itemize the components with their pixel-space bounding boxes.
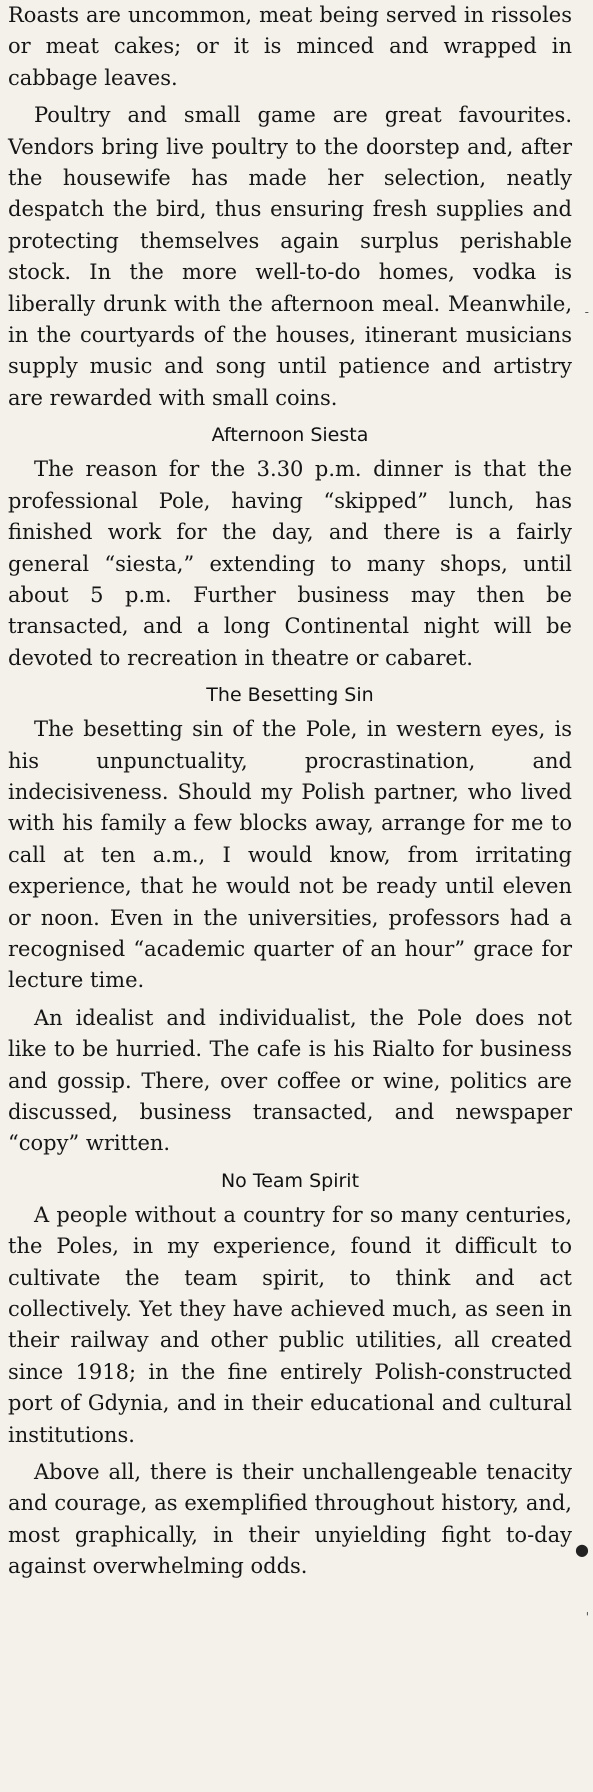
margin-blot-mark: ● [575,1540,589,1559]
paragraph-roasts: Roasts are uncommon, meat being served in rissoles or meat cakes; or it is minced and wrapped in cabbage leaves. [8,3,572,90]
paragraph-besetting-sin: The besetting sin of the Pole, in western eyes, is his unpunctuality, procrastination, and indecisiveness. Should my Polish partner, who lived with his family a few blocks away, arrange for me to call at ten a.m., I would know, from irritating experience, that he would not be ready until eleven or noon. Even in the universities, professors had a recognised “academic quarter of an hour” grace for lecture time. [8,717,572,993]
paragraph-people-without-country: A people without a country for so many centuries, the Poles, in my experience, found it difficult to cultivate the team spirit, to think and act collectively. Yet they have achieved much, as seen in their railway and other public utilities, all created since 1918; in the fine entirely Polish-constructed port of Gdynia, and in their educational and cultural institutions. [8,1202,572,1447]
margin-tick-mark: - [584,305,589,319]
paragraph-poultry: Poultry and small game are great favourites. Vendors bring live poultry to the doorstep and, after the housewife has made her selection, neatly despatch the bird, thus ensuring fresh supplies and protecting themselves again surplus perishable stock. In the more well-to-do homes, vodka is liberally drunk with the afternoon meal. Meanwhile, in the courtyards of the houses, itinerant musicians supply music and song until patience and artistry are rewarded with small coins. [8,103,572,410]
heading-besetting-sin: The Besetting Sin [206,684,374,707]
paragraph-above-all: Above all, there is their unchallengeable tenacity and courage, as exemplified throughout history, and, most graphically, in their unyielding fight to-day against overwhelming odds. [8,1460,572,1579]
heading-afternoon-siesta: Afternoon Siesta [211,424,369,447]
article-column [8,0,572,1589]
heading-no-team-spirit: No Team Spirit [220,1169,360,1192]
paragraph-idealist: An idealist and individualist, the Pole does not like to be hurried. The cafe is his Rialto for business and gossip. There, over coffee or wine, politics are discussed, business transacted, and newspaper “copy” written. [8,1005,572,1156]
paragraph-dinner: The reason for the 3.30 p.m. dinner is that the professional Pole, having “skipped” lunch, has finished work for the day, and there is a fairly general “siesta,” extending to many shops, until about 5 p.m. Further business may then be transacted, and a long Continental night will be devoted to recreation in theatre or cabaret. [8,457,572,670]
margin-tick-mark: ' [585,1610,589,1624]
